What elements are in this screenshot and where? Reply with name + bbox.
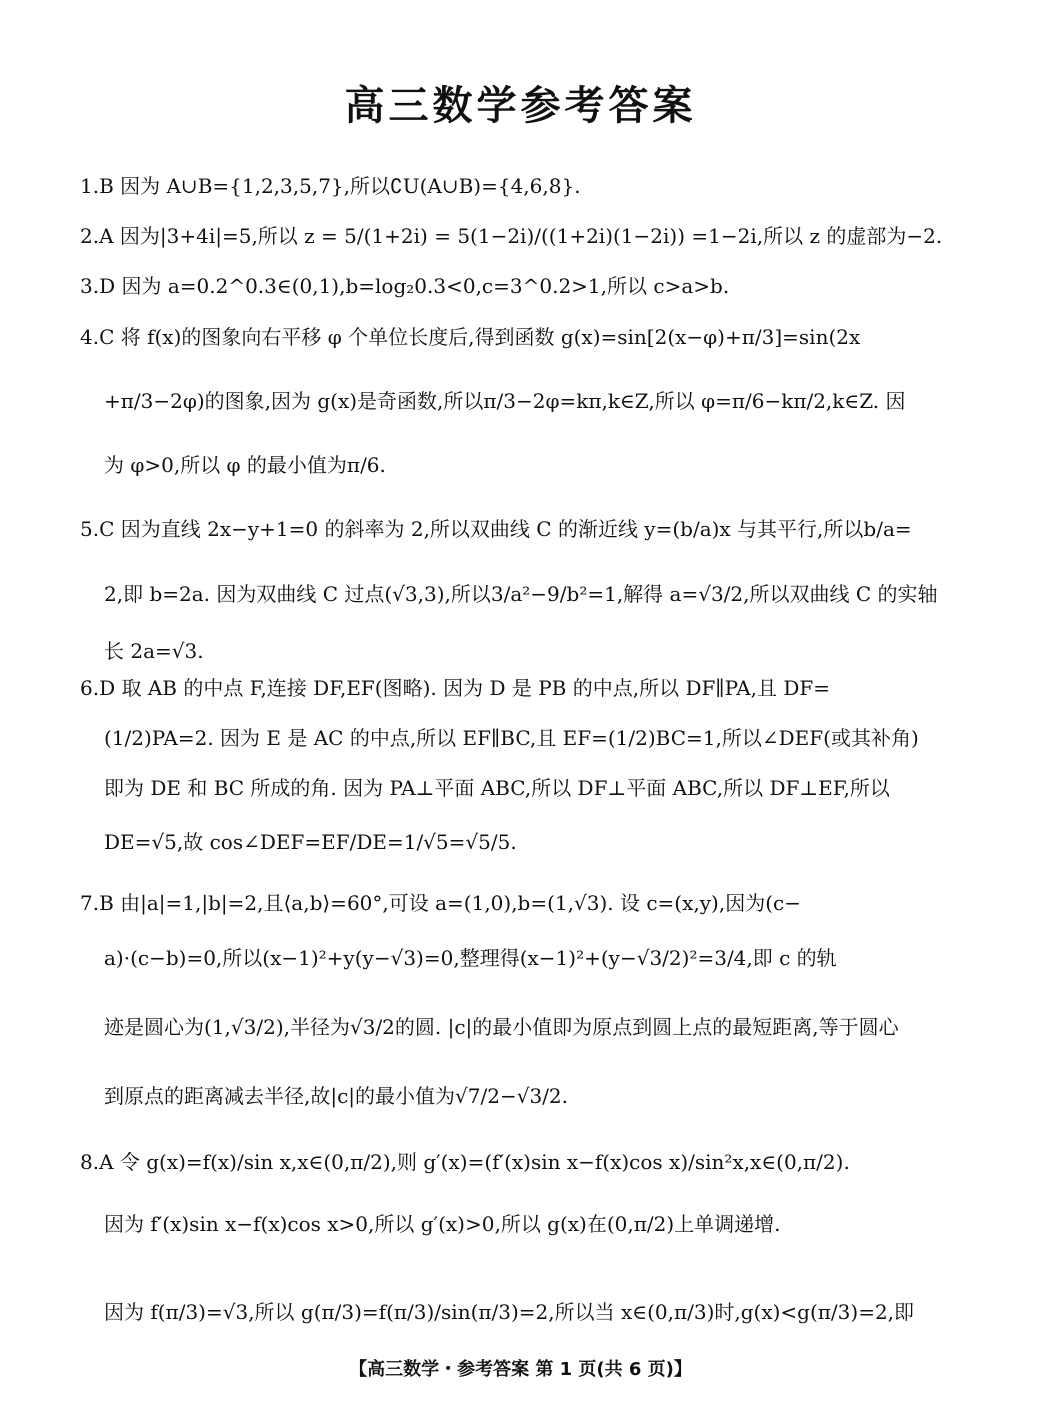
page-title: 高三数学参考答案 xyxy=(344,83,697,129)
answer-7-line-1: 7.B 由|a|=1,|b|=2,且⟨a,b⟩=60°,可设 a=(1,0),b=(1,√3). 设 c=(x,y),因为(c− xyxy=(80,891,801,915)
answer-5-line-3: 长 2a=√3. xyxy=(104,639,204,663)
answer-4-line-2: +π/3−2φ)的图象,因为 g(x)是奇函数,所以π/3−2φ=kπ,k∈Z,所以 φ=π/6−kπ/2,k∈Z. 因 xyxy=(104,389,906,413)
answer-6-line-3: 即为 DE 和 BC 所成的角. 因为 PA⊥平面 ABC,所以 DF⊥平面 ABC,所以 DF⊥EF,所以 xyxy=(104,776,890,800)
answer-8-line-3: 因为 f(π/3)=√3,所以 g(π/3)=f(π/3)/sin(π/3)=2,所以当 x∈(0,π/3)时,g(x)<g(π/3)=2,即 xyxy=(104,1300,915,1324)
answer-7-line-2: a)·(c−b)=0,所以(x−1)²+y(y−√3)=0,整理得(x−1)²+(y−√3/2)²=3/4,即 c 的轨 xyxy=(104,946,837,970)
answer-1-line-1: 1.B 因为 A∪B={1,2,3,5,7},所以∁U(A∪B)={4,6,8}. xyxy=(80,174,581,198)
answer-7-line-4: 到原点的距离减去半径,故|c|的最小值为√7/2−√3/2. xyxy=(104,1084,569,1108)
answer-3-line-1: 3.D 因为 a=0.2^0.3∈(0,1),b=log₂0.3<0,c=3^0.2>1,所以 c>a>b. xyxy=(80,274,730,298)
answer-2-line-1: 2.A 因为|3+4i|=5,所以 z = 5/(1+2i) = 5(1−2i)/((1+2i)(1−2i)) =1−2i,所以 z 的虚部为−2. xyxy=(80,224,943,248)
answer-6-line-1: 6.D 取 AB 的中点 F,连接 DF,EF(图略). 因为 D 是 PB 的中点,所以 DF∥PA,且 DF= xyxy=(80,676,831,700)
answer-4-line-1: 4.C 将 f(x)的图象向右平移 φ 个单位长度后,得到函数 g(x)=sin[2(x−φ)+π/3]=sin(2x xyxy=(80,325,861,349)
answer-8-line-2: 因为 f′(x)sin x−f(x)cos x>0,所以 g′(x)>0,所以 g(x)在(0,π/2)上单调递增. xyxy=(104,1212,781,1236)
page-footer: 【高三数学・参考答案 第 1 页(共 6 页)】 xyxy=(349,1359,692,1380)
answer-6-line-2: (1/2)PA=2. 因为 E 是 AC 的中点,所以 EF∥BC,且 EF=(1/2)BC=1,所以∠DEF(或其补角) xyxy=(104,726,919,750)
answer-5-line-1: 5.C 因为直线 2x−y+1=0 的斜率为 2,所以双曲线 C 的渐近线 y=(b/a)x 与其平行,所以b/a= xyxy=(80,517,912,541)
answer-6-line-4: DE=√5,故 cos∠DEF=EF/DE=1/√5=√5/5. xyxy=(104,830,517,854)
answer-8-line-1: 8.A 令 g(x)=f(x)/sin x,x∈(0,π/2),则 g′(x)=(f′(x)sin x−f(x)cos x)/sin²x,x∈(0,π/2). xyxy=(80,1150,850,1174)
answer-7-line-3: 迹是圆心为(1,√3/2),半径为√3/2的圆. |c|的最小值即为原点到圆上点的最短距离,等于圆心 xyxy=(104,1015,899,1039)
answer-4-line-3: 为 φ>0,所以 φ 的最小值为π/6. xyxy=(104,453,386,477)
answer-5-line-2: 2,即 b=2a. 因为双曲线 C 过点(√3,3),所以3/a²−9/b²=1,解得 a=√3/2,所以双曲线 C 的实轴 xyxy=(104,582,938,606)
